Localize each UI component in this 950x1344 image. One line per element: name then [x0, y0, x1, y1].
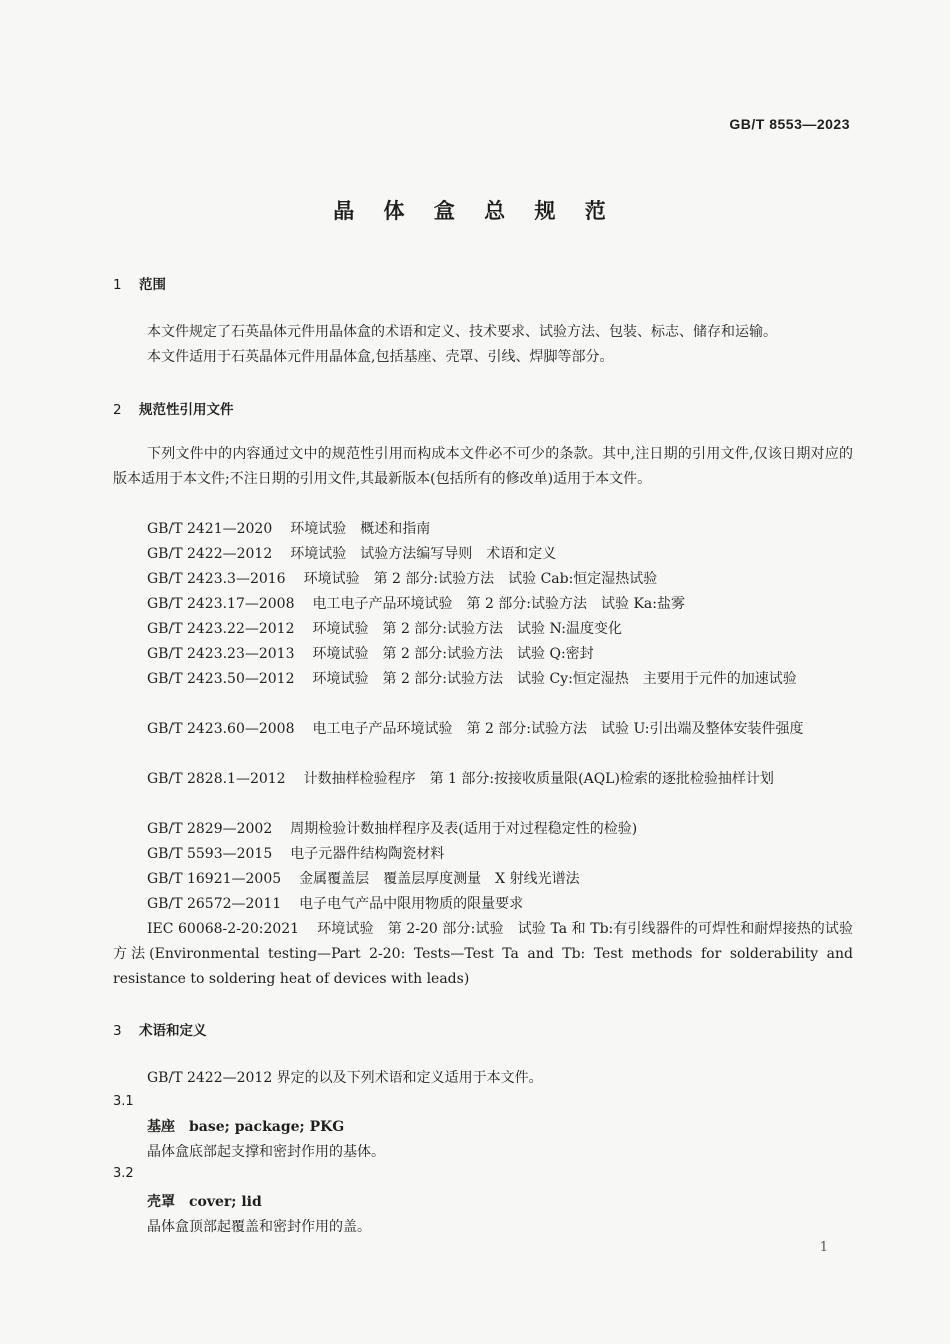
reference-code: GB/T 2828.1—2012	[147, 771, 286, 787]
terms-intro: GB/T 2422—2012 界定的以及下列术语和定义适用于本文件。	[147, 1070, 543, 1086]
reference-title: 环境试验 第 2 部分:试验方法 试验 Q:密封	[312, 646, 594, 662]
reference-code: GB/T 2423.60—2008	[147, 721, 295, 737]
reference-code: IEC 60068-2-20:2021	[147, 921, 300, 937]
scope-paragraph-1: 本文件规定了石英晶体元件用晶体盒的术语和定义、技术要求、试验方法、包装、标志、储存和运输。	[147, 324, 777, 340]
section-heading-scope	[113, 273, 166, 293]
scope-paragraph-2: 本文件适用于石英晶体元件用晶体盒,包括基座、壳罩、引线、焊脚等部分。	[147, 349, 614, 365]
reference-title: 周期检验计数抽样程序及表(适用于对过程稳定性的检验)	[290, 821, 638, 837]
reference-title: 环境试验 第 2-20 部分:试验 试验 Ta 和 Tb:有引线器件的可焊性和耐焊接热的试验方法(Environmental testing—Part 2-20: Tests—Test Ta and Tb: Test methods for solderability and resistance to soldering heat of devices with leads)	[113, 921, 853, 987]
term-english: cover; lid	[189, 1194, 262, 1210]
reference-item	[113, 617, 853, 642]
reference-title: 环境试验 第 2 部分:试验方法 试验 Cy:恒定湿热 主要用于元件的加速试验	[312, 671, 797, 687]
reference-item	[113, 517, 853, 542]
reference-item	[113, 567, 853, 592]
reference-title: 环境试验 概述和指南	[290, 521, 431, 537]
reference-code: GB/T 2421—2020	[147, 521, 273, 537]
document-title: 晶 体 盒 总 规 范	[333, 199, 617, 223]
reference-item	[113, 642, 853, 667]
reference-title: 计数抽样检验程序 第 1 部分:按接收质量限(AQL)检索的逐批检验抽样计划	[303, 771, 774, 787]
reference-code: GB/T 2422—2012	[147, 546, 273, 562]
document-number: GB/T 8553—2023	[729, 116, 850, 132]
reference-title: 金属覆盖层 覆盖层厚度测量 X 射线光谱法	[299, 871, 580, 887]
reference-item	[113, 867, 853, 892]
reference-title: 环境试验 第 2 部分:试验方法 试验 Cab:恒定湿热试验	[303, 571, 658, 587]
reference-item	[113, 592, 853, 617]
section-heading-terms-definitions	[113, 1019, 207, 1039]
reference-item	[113, 542, 853, 567]
reference-item	[113, 817, 853, 842]
section-number: 1	[113, 277, 122, 293]
reference-code: GB/T 2829—2002	[147, 821, 273, 837]
reference-code: GB/T 2423.3—2016	[147, 571, 286, 587]
term-definition: 晶体盒底部起支撑和密封作用的基体。	[147, 1144, 385, 1160]
reference-item	[113, 717, 853, 742]
page-number: 1	[819, 1240, 828, 1255]
term-number: 3.2	[113, 1166, 134, 1181]
reference-title: 电工电子产品环境试验 第 2 部分:试验方法 试验 Ka:盐雾	[312, 596, 685, 612]
reference-item	[113, 767, 853, 792]
reference-title: 电工电子产品环境试验 第 2 部分:试验方法 试验 U:引出端及整体安装件强度	[312, 721, 804, 737]
term-entry	[147, 1191, 262, 1211]
reference-item	[113, 842, 853, 867]
reference-title: 电子电气产品中限用物质的限量要求	[299, 896, 524, 912]
term-english: base; package; PKG	[189, 1119, 345, 1135]
section-number: 3	[113, 1023, 122, 1039]
reference-item	[113, 892, 853, 917]
reference-code: GB/T 26572—2011	[147, 896, 282, 912]
references-intro: 下列文件中的内容通过文中的规范性引用而构成本文件必不可少的条款。其中,注日期的引用文件,仅该日期对应的版本适用于本文件;不注日期的引用文件,其最新版本(包括所有的修改单)适用于本文件。	[113, 446, 853, 487]
term-definition: 晶体盒顶部起覆盖和密封作用的盖。	[147, 1219, 371, 1235]
section-heading-normative-references	[113, 398, 234, 418]
term-chinese: 壳罩	[147, 1194, 175, 1210]
reference-code: GB/T 5593—2015	[147, 846, 273, 862]
section-number: 2	[113, 402, 122, 418]
reference-code: GB/T 2423.23—2013	[147, 646, 295, 662]
term-chinese: 基座	[147, 1119, 175, 1135]
reference-code: GB/T 16921—2005	[147, 871, 282, 887]
reference-title: 环境试验 第 2 部分:试验方法 试验 N:温度变化	[312, 621, 622, 637]
term-number: 3.1	[113, 1094, 134, 1109]
reference-item	[113, 667, 853, 692]
reference-code: GB/T 2423.50—2012	[147, 671, 295, 687]
reference-code: GB/T 2423.17—2008	[147, 596, 295, 612]
section-title: 范围	[139, 277, 166, 293]
reference-title: 电子元器件结构陶瓷材料	[290, 846, 445, 862]
reference-item	[113, 917, 853, 992]
reference-code: GB/T 2423.22—2012	[147, 621, 295, 637]
reference-title: 环境试验 试验方法编写导则 术语和定义	[290, 546, 557, 562]
section-title: 术语和定义	[139, 1023, 207, 1039]
section-title: 规范性引用文件	[139, 402, 234, 418]
term-entry	[147, 1116, 344, 1136]
